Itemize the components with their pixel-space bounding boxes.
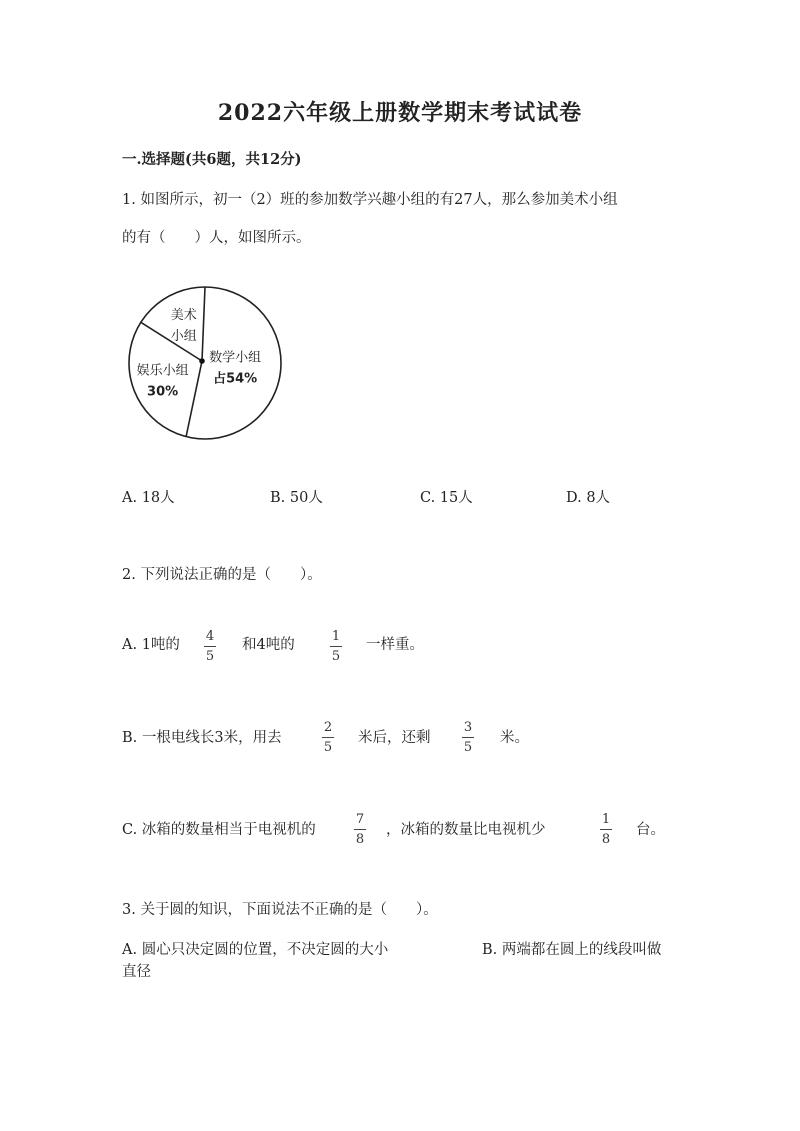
q2-stem: 2. 下列说法正确的是（ ）。 [122, 567, 322, 583]
pie-label-entertainment-1: 娱乐小组 [136, 363, 189, 379]
q2-option-a-text2[interactable]: 和4吨的 [242, 637, 295, 653]
q1-stem-line2: 的有（ ）人，如图所示。 [122, 230, 311, 246]
fraction-numerator: 4 [205, 629, 215, 644]
q3-option-a-line1[interactable]: A. 圆心只决定圆的位置，不决定圆的大小 [122, 942, 389, 958]
q1-option-c[interactable]: C. 15人 [420, 490, 473, 506]
fraction-numerator: 3 [463, 720, 473, 735]
pie-center-dot [199, 358, 205, 364]
pie-chart [120, 278, 290, 448]
q3-option-b-line1[interactable]: B. 两端都在圆上的线段叫做 [482, 942, 662, 958]
q2-option-b-text1[interactable]: B. 一根电线长3米，用去 [122, 730, 282, 746]
pie-label-math-1: 数学小组 [209, 350, 262, 366]
pie-label-art-2: 小组 [170, 328, 197, 344]
fraction-numerator: 1 [331, 629, 341, 644]
page-title: 2022六年级上册数学期末考试试卷 [217, 100, 583, 126]
fraction-denominator: 8 [601, 832, 611, 847]
q3-stem: 3. 关于圆的知识，下面说法不正确的是（ ）。 [122, 902, 438, 918]
q2-option-c-text1[interactable]: C. 冰箱的数量相当于电视机的 [122, 822, 316, 838]
q2-option-b-text3[interactable]: 米。 [500, 730, 529, 746]
q2-option-a-fraction1 [204, 630, 216, 663]
fraction-denominator: 5 [205, 649, 215, 664]
q2-option-b-text2[interactable]: 米后，还剩 [358, 730, 431, 746]
fraction-denominator: 5 [323, 740, 333, 755]
pie-label-math-2: 占54% [213, 371, 258, 387]
q2-option-b-fraction2 [462, 721, 474, 754]
q1-option-d[interactable]: D. 8人 [566, 490, 611, 506]
q3-option-a-line2[interactable]: 直径 [122, 964, 151, 980]
q2-option-a-text3[interactable]: 一样重。 [366, 637, 424, 653]
pie-label-entertainment-2: 30% [147, 384, 179, 400]
q1-option-b[interactable]: B. 50人 [270, 490, 323, 506]
q2-option-c-text3[interactable]: 台。 [636, 822, 665, 838]
fraction-denominator: 5 [463, 740, 473, 755]
q2-option-a-text1[interactable]: A. 1吨的 [122, 637, 180, 653]
fraction-denominator: 5 [331, 649, 341, 664]
q1-option-a[interactable]: A. 18人 [122, 490, 175, 506]
fraction-denominator: 8 [355, 832, 365, 847]
section-heading: 一.选择题(共6题，共12分) [122, 151, 302, 168]
fraction-numerator: 1 [601, 812, 611, 827]
fraction-numerator: 7 [355, 812, 365, 827]
q2-option-c-fraction1 [354, 813, 366, 846]
pie-label-art-1: 美术 [170, 307, 197, 323]
q1-stem-line1: 1. 如图所示，初一（2）班的参加数学兴趣小组的有27人，那么参加美术小组 [122, 192, 618, 208]
q2-option-c-fraction2 [600, 813, 612, 846]
q2-option-a-fraction2 [330, 630, 342, 663]
fraction-numerator: 2 [323, 720, 333, 735]
q2-option-c-text2[interactable]: ，冰箱的数量比电视机少 [386, 822, 546, 838]
q2-option-b-fraction1 [322, 721, 334, 754]
